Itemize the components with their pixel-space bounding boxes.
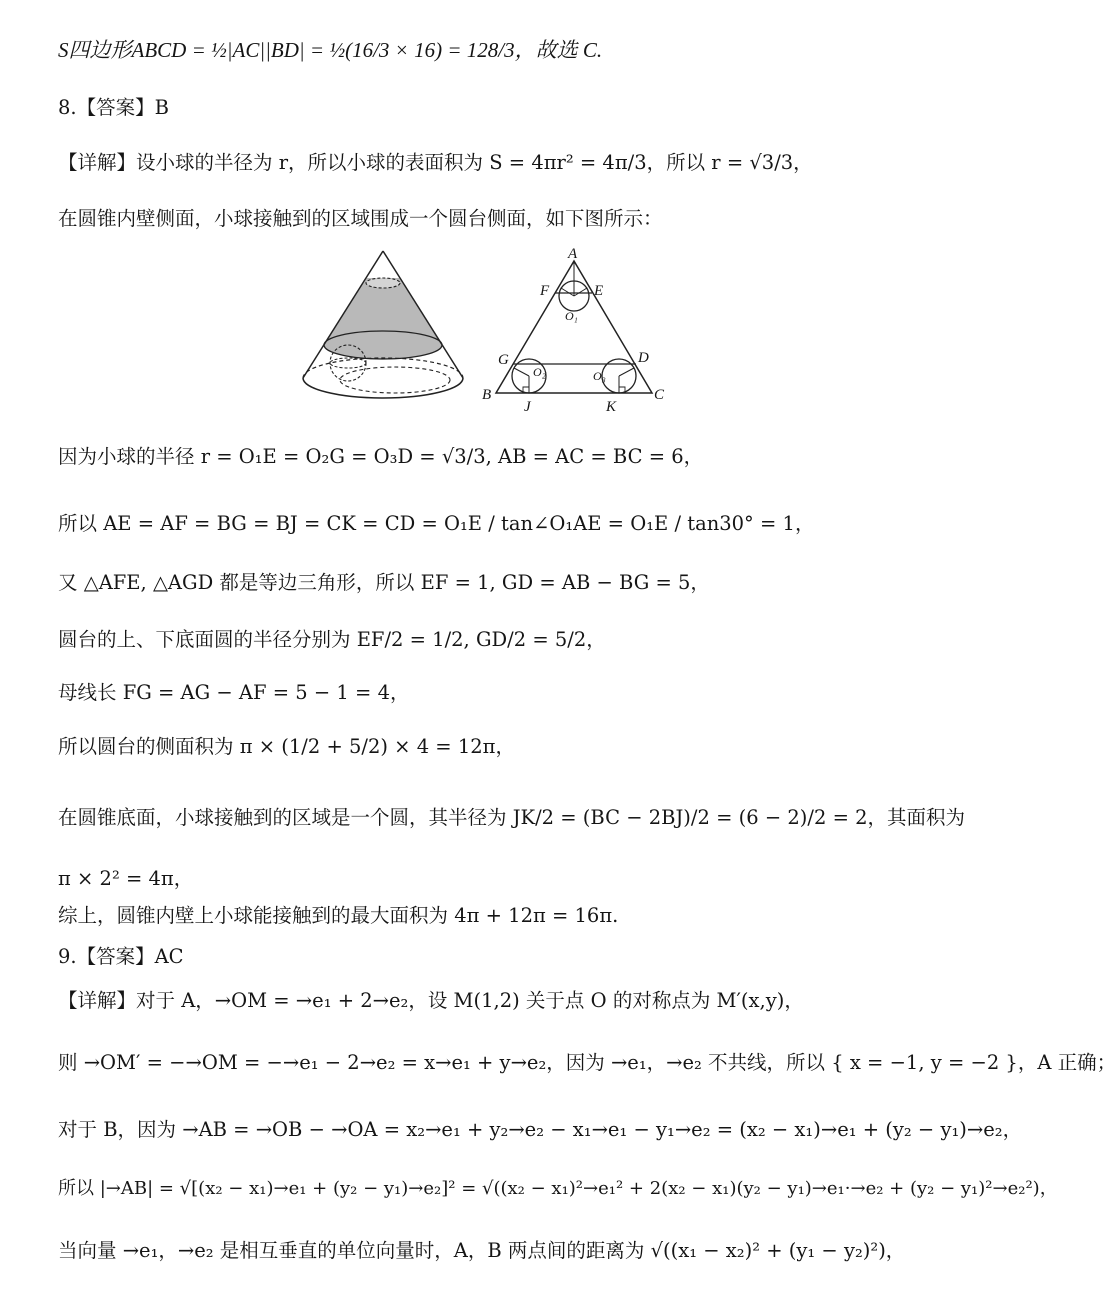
- radius-o3-d: [619, 368, 634, 376]
- text-line: 圆台的上、下底面圆的半径分别为 EF/2 = 1/2, GD/2 = 5/2，: [58, 628, 606, 651]
- text-line: 又 △AFE, △AGD 都是等边三角形，所以 EF = 1, GD = AB − BG = 5，: [58, 571, 710, 594]
- text-line: 【详解】设小球的半径为 r，所以小球的表面积为 S = 4πr² = 4π/3，所以 r = √3/3，: [58, 151, 813, 174]
- label-o1: O₁: [565, 309, 578, 323]
- cone-base-back: [303, 358, 463, 378]
- label-b: B: [482, 387, 492, 403]
- text-line: 【详解】对于 A，→OM = →e₁ + 2→e₂，设 M(1,2) 关于点 O 的对称点为 M′(x,y)，: [58, 989, 804, 1012]
- cross-section-figure: [476, 243, 676, 418]
- text-line: 当向量 →e₁，→e₂ 是相互垂直的单位向量时，A，B 两点间的距离为 √((x₁ − x₂)² + (y₁ − y₂)²)，: [58, 1239, 906, 1262]
- text-line: 所以圆台的侧面积为 π × (1/2 + 5/2) × 4 = 12π，: [58, 735, 515, 758]
- cone-3d-figure: [300, 245, 470, 405]
- radius-o1-e: [574, 288, 587, 296]
- label-a: A: [568, 246, 578, 262]
- text-line: 所以 |→AB| = √[(x₂ − x₁)→e₁ + (y₂ − y₁)→e₂]² = √((x₂ − x₁)²→e₁² + 2(x₂ − x₁)(y₂ − y₁)→e₁·→e₂ + (y₂ − y₁)²→e₂²)，: [58, 1178, 1058, 1199]
- label-g: G: [498, 352, 509, 368]
- shaded-bottom-ellipse: [324, 331, 442, 359]
- text-line: 综上，圆锥内壁上小球能接触到的最大面积为 4π + 12π = 16π.: [58, 904, 619, 927]
- text-line: 因为小球的半径 r = O₁E = O₂G = O₃D = √3/3, AB = AC = BC = 6，: [58, 445, 704, 468]
- top-small-ellipse: [366, 278, 400, 288]
- text-line: π × 2² = 4π，: [58, 867, 194, 890]
- text-line: 则 →OM′ = −→OM = −→e₁ − 2→e₂ = x→e₁ + y→e₂，因为 →e₁，→e₂ 不共线，所以 { x = −1, y = −2 }，A 正确；: [58, 1051, 1116, 1074]
- text-line: 在圆锥内壁侧面，小球接触到的区域围成一个圆台侧面，如下图所示：: [58, 207, 663, 230]
- text-line: 对于 B，因为 →AB = →OB − →OA = x₂→e₁ + y₂→e₂ − x₁→e₁ − y₁→e₂ = (x₂ − x₁)→e₁ + (y₂ − y₁)→e₂，: [58, 1118, 1023, 1141]
- base-contact-ellipse: [340, 367, 450, 393]
- label-d: D: [638, 350, 649, 366]
- label-f: F: [540, 283, 550, 299]
- text-line: 所以 AE = AF = BG = BJ = CK = CD = O₁E / tan∠O₁AE = O₁E / tan30° = 1，: [58, 512, 815, 535]
- label-o3: O₃: [593, 369, 606, 383]
- radius-o2-g: [514, 368, 529, 376]
- text-line: 母线长 FG = AG − AF = 5 − 1 = 4，: [58, 681, 410, 704]
- label-o2: O₂: [533, 365, 546, 379]
- radius-o1-f: [561, 288, 574, 296]
- label-c: C: [654, 387, 665, 403]
- label-k: K: [606, 399, 617, 415]
- text-line: S四边形ABCD = ½|AC||BD| = ½(16/3 × 16) = 128/3，故选 C.: [58, 38, 603, 62]
- label-j: J: [524, 399, 531, 415]
- answer-heading: 8.【答案】B: [58, 96, 169, 119]
- label-e: E: [594, 283, 604, 299]
- text-line: 在圆锥底面，小球接触到的区域是一个圆，其半径为 JK/2 = (BC − 2BJ)/2 = (6 − 2)/2 = 2，其面积为: [58, 806, 966, 829]
- answer-heading: 9.【答案】AC: [58, 945, 184, 968]
